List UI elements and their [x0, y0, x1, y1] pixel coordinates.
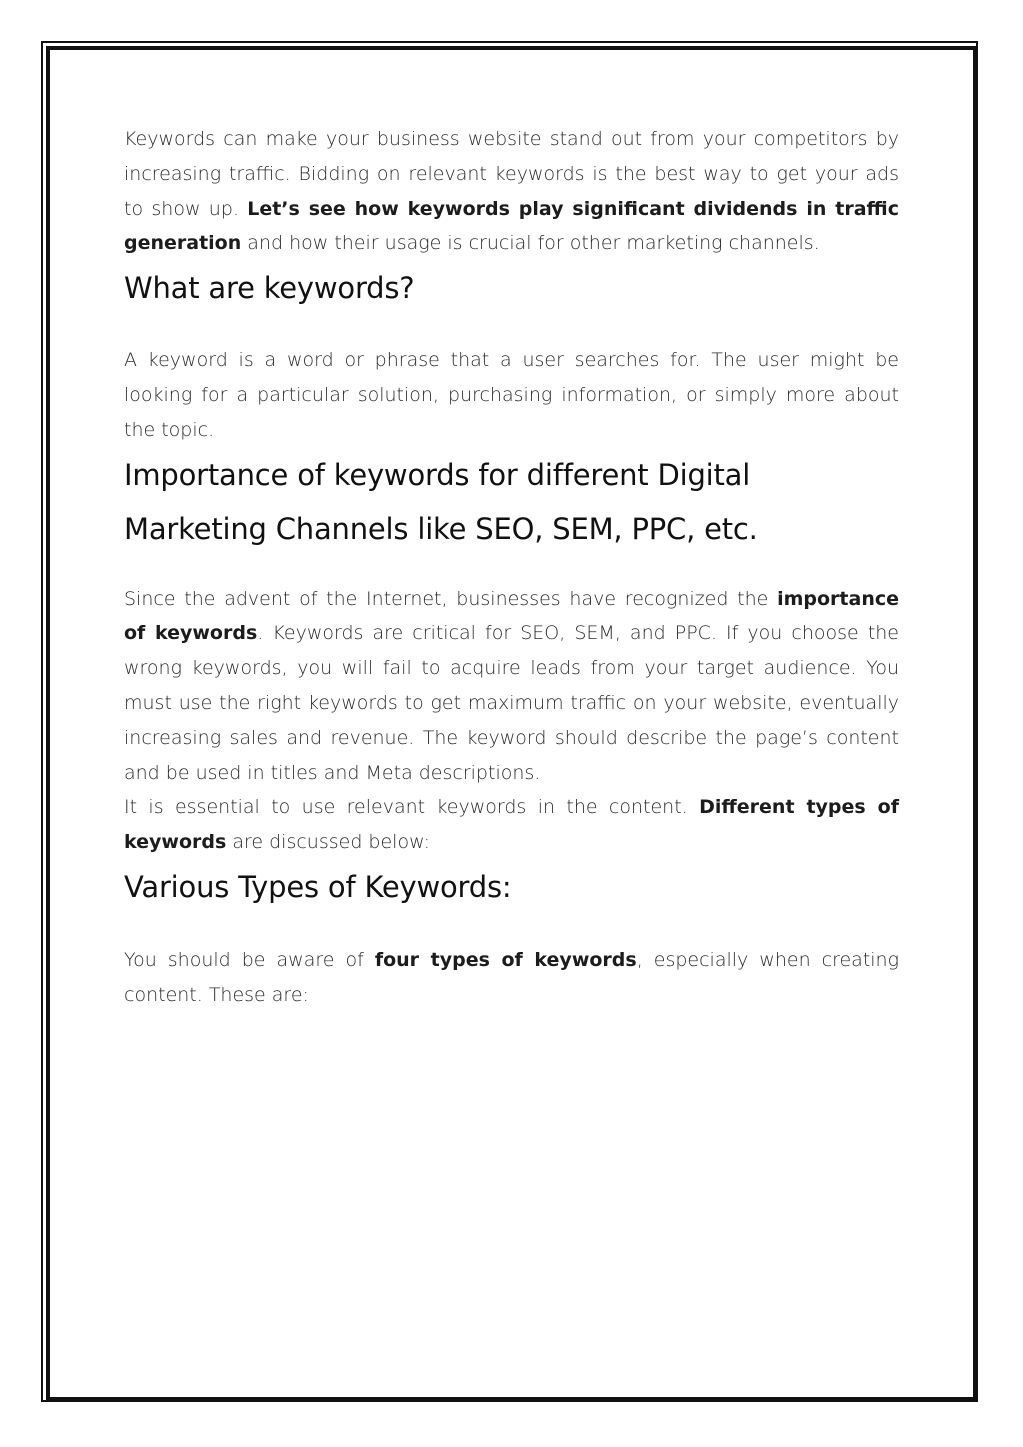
importance-p2-bold-text: Different types of keywords — [124, 796, 899, 854]
importance-text-2: . Keywords are critical for SEO, SEM, and PPC. If you choose the wrong keywords, you will fail to acquire leads from your target audience. You must use the right keywords to get maximum traffic on your website, eventually increasing sales and revenue. The keyword should describe the page’s content and be used in titles and Meta descriptions. — [124, 622, 899, 784]
types-text-2: , especially when creating content. These are: — [124, 948, 899, 1006]
heading-importance-of-keywords: Importance of keywords for different Digital Marketing Channels like SEO, SEM, PPC, etc. — [124, 457, 758, 546]
types-text-1: You should be aware of — [124, 948, 375, 971]
intro-paragraph — [124, 122, 899, 261]
importance-bold-text: importance of keywords — [124, 587, 899, 645]
importance-paragraph-2 — [124, 790, 899, 860]
types-bold-text: four types of keywords — [374, 948, 637, 971]
heading-what-are-keywords: What are keywords? — [124, 271, 415, 306]
intro-bold-text: Let’s see how keywords play significant dividends in traffic generation — [124, 197, 899, 255]
types-paragraph — [124, 943, 899, 1013]
importance-p2-text-1: It is essential to use relevant keywords in the content. — [124, 796, 700, 819]
importance-text-1: Since the advent of the Internet, businesses have recognized the — [124, 587, 778, 610]
intro-text-2: and how their usage is crucial for other marketing channels. — [241, 232, 820, 255]
importance-paragraph-1 — [124, 582, 899, 791]
what-are-keywords-paragraph: A keyword is a word or phrase that a user searches for. The user might be looking for a particular solution, purchasing information, or simply more about the topic. — [124, 349, 899, 441]
document-body — [124, 122, 899, 1013]
heading-various-types: Various Types of Keywords: — [124, 869, 512, 904]
intro-text-1: Keywords can make your business website stand out from your competitors by increasing traffic. Bidding on relevant keywords is the best way to get your ads to show up. — [124, 128, 899, 220]
importance-p2-text-2: are discussed below: — [226, 831, 430, 854]
